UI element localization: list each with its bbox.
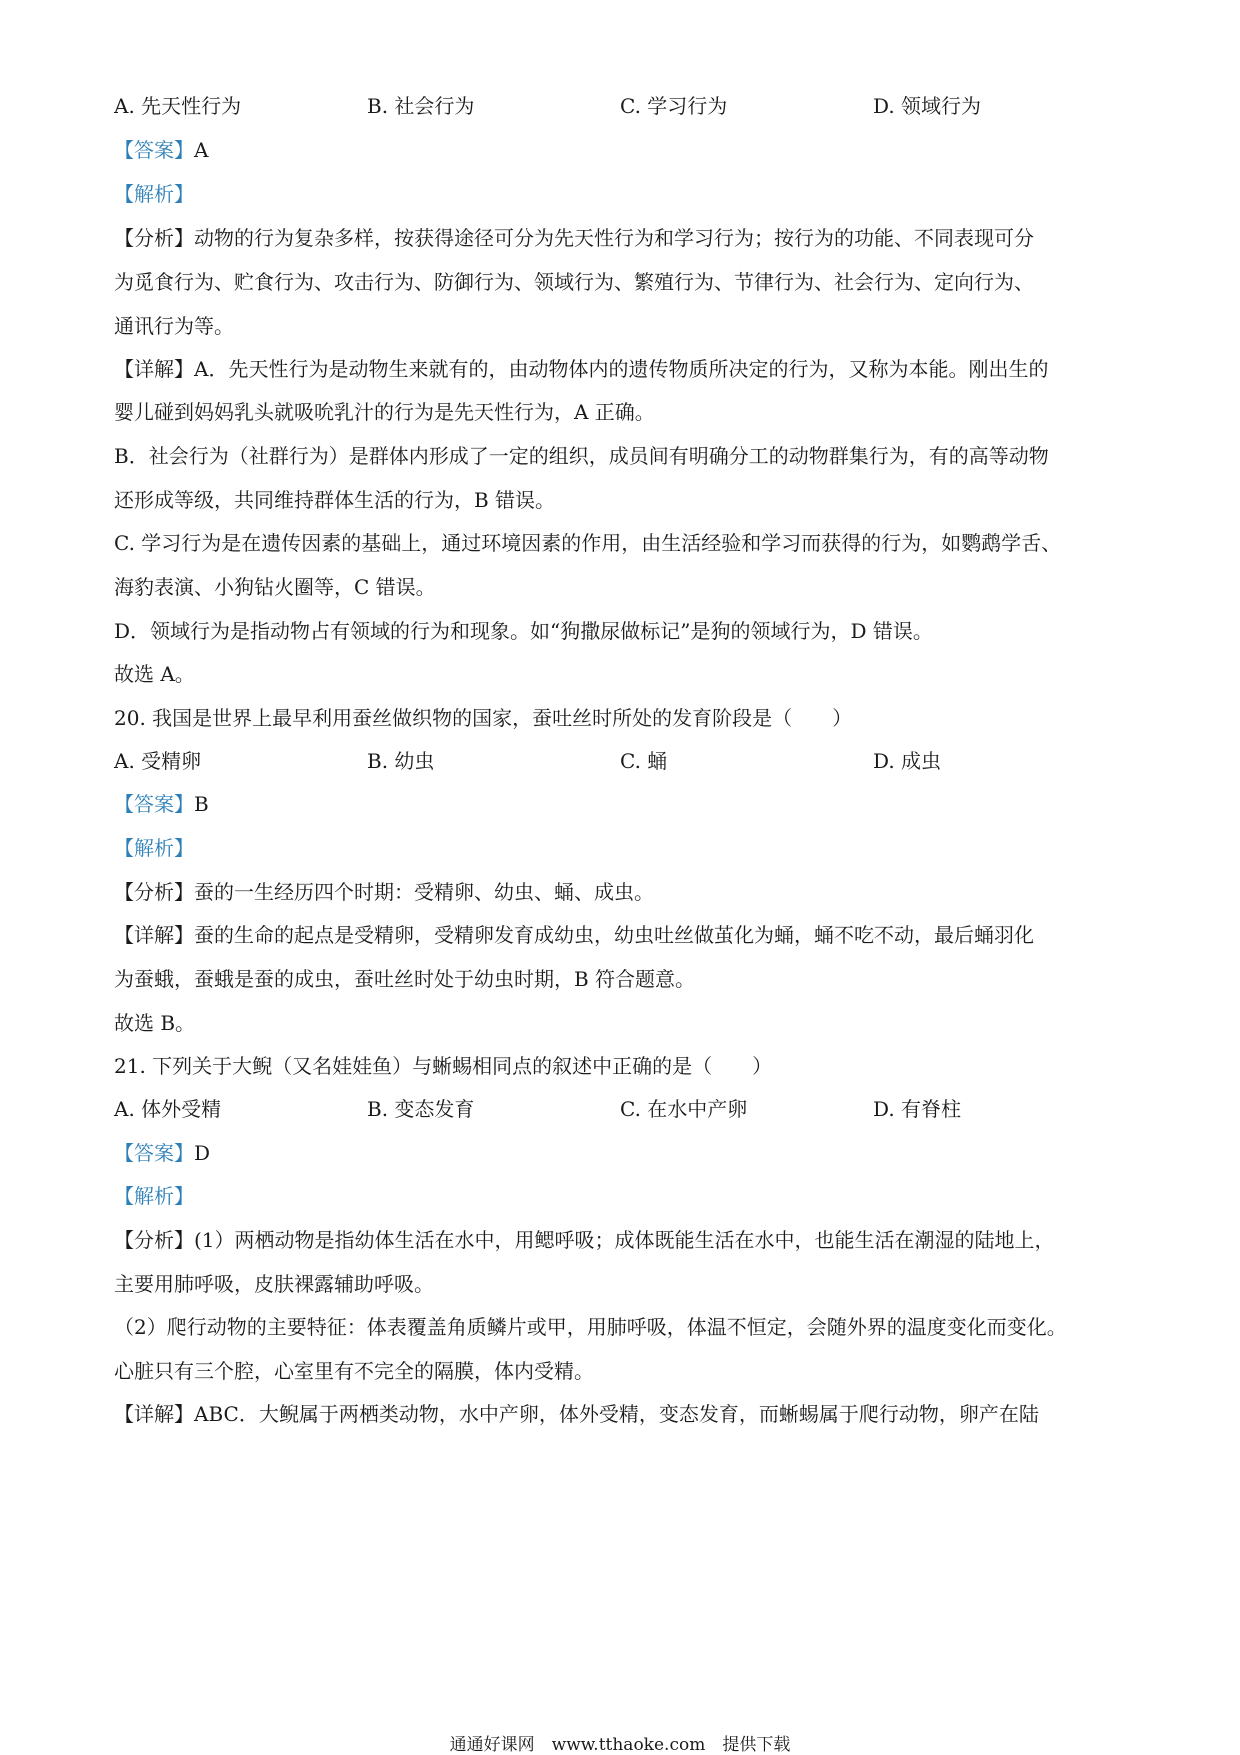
q21-option-c: C. 在水中产卵: [620, 1097, 748, 1121]
xiangjie-text: A．先天性行为是动物生来就有的，由动物体内的遗传物质所决定的行为，又称为本能。刚出生的: [194, 357, 1049, 381]
fenxi-text: (1）两栖动物是指幼体生活在水中，用鳃呼吸；成体既能生活在水中，也能生活在潮湿的陆地上，: [194, 1228, 1055, 1252]
q20-fenxi-line: [114, 878, 1132, 906]
q19-fenxi-line: 为觅食行为、贮食行为、攻击行为、防御行为、领域行为、繁殖行为、节律行为、社会行为、定向行为、: [114, 270, 1034, 294]
answer-tag: 【答案】: [114, 1141, 194, 1165]
q21-fenxi-line: 主要用肺呼吸，皮肤裸露辅助呼吸。: [114, 1272, 434, 1296]
q20-xiangjie-line: [114, 921, 1132, 949]
q19-option-a: A. 先天性行为: [114, 94, 242, 118]
q19-xiangjie-line: C. 学习行为是在遗传因素的基础上，通过环境因素的作用，由生活经验和学习而获得的行为，如鹦鹉学舌、: [114, 531, 1062, 555]
xiangjie-label: 【详解】: [114, 923, 194, 947]
q21-fenxi-line: [114, 1226, 1132, 1254]
answer-tag: 【答案】: [114, 138, 194, 162]
page-footer: 通通好课网 www.tthaoke.com 提供下载: [449, 1735, 791, 1755]
q19-fenxi-line: 通讯行为等。: [114, 314, 234, 338]
q21-option-b: B. 变态发育: [367, 1097, 475, 1121]
q20-answer: [114, 790, 1132, 818]
q20-option-a: A. 受精卵: [114, 749, 202, 773]
q21-option-a: A. 体外受精: [114, 1097, 222, 1121]
q20-option-c: C. 蛹: [620, 749, 668, 773]
fenxi-text: 蚕的一生经历四个时期：受精卵、幼虫、蛹、成虫。: [194, 880, 654, 904]
xiangjie-label: 【详解】: [114, 357, 194, 381]
fenxi-label: 【分析】: [114, 226, 194, 250]
q20-option-b: B. 幼虫: [367, 749, 435, 773]
q19-option-c: C. 学习行为: [620, 94, 728, 118]
xiangjie-label: 【详解】: [114, 1402, 194, 1426]
q21-analysis-tag: 【解析】: [114, 1184, 194, 1208]
q19-xiangjie-line: 婴儿碰到妈妈乳头就吸吮乳汁的行为是先天性行为，A 正确。: [114, 400, 655, 424]
q19-xiangjie-line: B．社会行为（社群行为）是群体内形成了一定的组织，成员间有明确分工的动物群集行为，有的高等动物: [114, 444, 1049, 468]
answer-tag: 【答案】: [114, 792, 194, 816]
q20-analysis-tag: 【解析】: [114, 836, 194, 860]
q19-analysis-tag: 【解析】: [114, 182, 194, 206]
q21-answer: [114, 1139, 1132, 1167]
q19-answer: [114, 136, 1132, 164]
q19-xiangjie-line: 海豹表演、小狗钻火圈等，C 错误。: [114, 575, 436, 599]
xiangjie-text: 蚕的生命的起点是受精卵，受精卵发育成幼虫，幼虫吐丝做茧化为蛹，蛹不吃不动，最后蛹羽化: [194, 923, 1034, 947]
q19-xiangjie-line: 还形成等级，共同维持群体生活的行为，B 错误。: [114, 488, 556, 512]
q19-xiangjie-line: [114, 355, 1132, 383]
fenxi-label: 【分析】: [114, 1228, 194, 1252]
q19-option-d: D. 领域行为: [873, 94, 982, 118]
q19-option-b: B. 社会行为: [367, 94, 475, 118]
answer-value: A: [194, 138, 209, 162]
xiangjie-text: ABC．大鲵属于两栖类动物，水中产卵，体外受精，变态发育，而蜥蜴属于爬行动物，卵产在陆: [194, 1402, 1039, 1426]
q21-fenxi-line: （2）爬行动物的主要特征：体表覆盖角质鳞片或甲，用肺呼吸，体温不恒定，会随外界的温度变化而变化。: [114, 1315, 1067, 1339]
q20-stem: 20. 我国是世界上最早利用蚕丝做织物的国家，蚕吐丝时所处的发育阶段是（ ）: [114, 706, 853, 730]
q19-conclusion: 故选 A。: [114, 662, 195, 686]
q20-xiangjie-line: 为蚕蛾，蚕蛾是蚕的成虫，蚕吐丝时处于幼虫时期，B 符合题意。: [114, 967, 696, 991]
q21-option-d: D. 有脊柱: [873, 1097, 962, 1121]
fenxi-label: 【分析】: [114, 880, 194, 904]
answer-value: D: [194, 1141, 211, 1165]
answer-value: B: [194, 792, 209, 816]
fenxi-text: 动物的行为复杂多样，按获得途径可分为先天性行为和学习行为；按行为的功能、不同表现可分: [194, 226, 1034, 250]
q21-stem: 21. 下列关于大鲵（又名娃娃鱼）与蜥蜴相同点的叙述中正确的是（ ）: [114, 1054, 773, 1078]
q19-fenxi-line: [114, 224, 1132, 252]
q20-conclusion: 故选 B。: [114, 1011, 196, 1035]
q20-option-d: D. 成虫: [873, 749, 942, 773]
q21-xiangjie-line: [114, 1400, 1132, 1428]
q21-fenxi-line: 心脏只有三个腔，心室里有不完全的隔膜，体内受精。: [114, 1359, 594, 1383]
q19-xiangjie-line: D．领域行为是指动物占有领域的行为和现象。如“狗撒尿做标记”是狗的领域行为，D 错误。: [114, 619, 933, 643]
